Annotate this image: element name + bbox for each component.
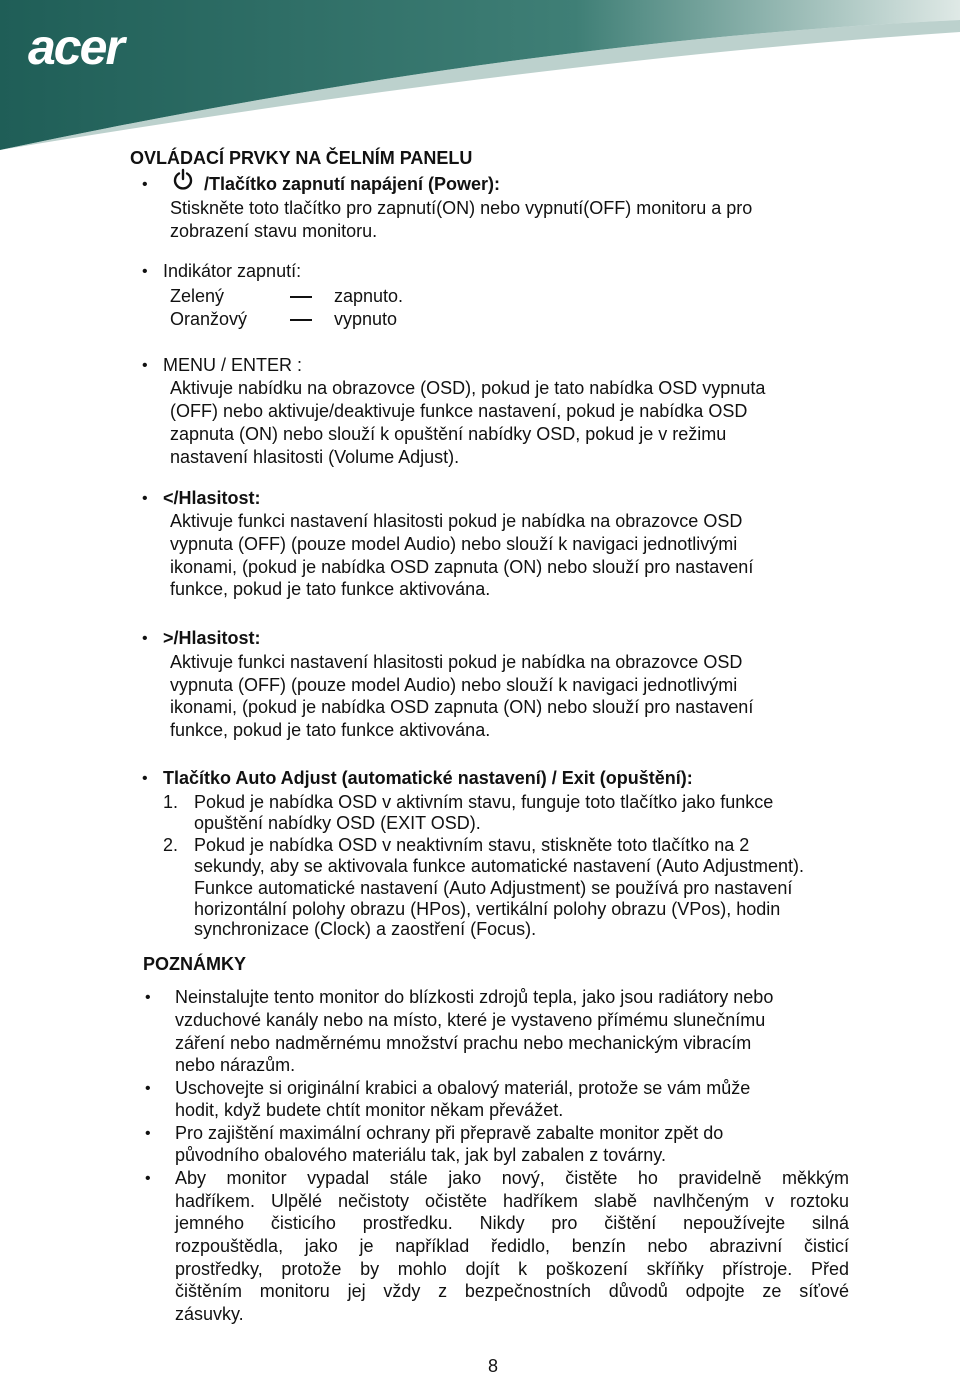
vol-up-line: ikonami, (pokud je nabídka OSD zapnuta (ON) nebo slouží pro nastavení <box>170 697 754 717</box>
menu-heading: MENU / ENTER : <box>163 355 303 375</box>
auto-item-line: Pokud je nabídka OSD v aktivním stavu, funguje toto tlačítko jako funkce <box>194 792 774 812</box>
note-line: Uschovejte si originální krabici a obalový materiál, protože se vám může <box>175 1078 751 1098</box>
note-line: čištěním monitoru jej vždy z bezpečnostních důvodů odpojte ze síťové <box>175 1281 849 1301</box>
note-line: prostředky, protože by mohlo dojít k poškození skříňky přístroje. Před <box>175 1259 849 1279</box>
vol-up-heading: >/Hlasitost: <box>163 628 261 648</box>
note-line: vzduchové kanály nebo na místo, které je vystaveno přímému slunečnímu <box>175 1010 766 1030</box>
indicator-heading: Indikátor zapnutí: <box>163 261 302 281</box>
section-title: OVLÁDACÍ PRVKY NA ČELNÍM PANELU <box>130 148 473 168</box>
dash <box>290 296 312 298</box>
vol-down-line: Aktivuje funkci nastavení hlasitosti pokud je nabídka na obrazovce OSD <box>170 511 743 531</box>
menu-line: nastavení hlasitosti (Volume Adjust). <box>170 447 460 467</box>
note-line: hodit, když budete chtít monitor někam převážet. <box>175 1100 564 1120</box>
bullet: • <box>142 263 148 280</box>
note-line: rozpouštědla, jako je například ředidlo, benzín nebo abrazivní čisticí <box>175 1236 849 1256</box>
vol-down-line: ikonami, (pokud je nabídka OSD zapnuta (ON) nebo slouží pro nastavení <box>170 557 754 577</box>
bullet: • <box>142 490 148 507</box>
note-line: Neinstalujte tento monitor do blízkosti zdrojů tepla, jako jsou radiátory nebo <box>175 987 774 1007</box>
acer-logo: acer <box>28 19 123 75</box>
auto-item-line: opuštění nabídky OSD (EXIT OSD). <box>194 813 481 833</box>
bullet: • <box>142 176 148 193</box>
dash <box>290 319 312 321</box>
auto-item-num: 1. <box>163 792 179 812</box>
bullet: • <box>145 1170 151 1187</box>
menu-line: (OFF) nebo aktivuje/deaktivuje funkce nastavení, pokud je nabídka OSD <box>170 401 748 421</box>
bullet: • <box>145 989 151 1006</box>
auto-item-num: 2. <box>163 835 179 855</box>
bullet: • <box>142 357 148 374</box>
note-line: zásuvky. <box>175 1304 244 1324</box>
indicator-color: Zelený <box>170 286 225 306</box>
bullet: • <box>142 770 148 787</box>
indicator-state: vypnuto <box>334 309 398 329</box>
power-icon <box>172 168 194 195</box>
indicator-color: Oranžový <box>170 309 248 329</box>
vol-down-heading: </Hlasitost: <box>163 488 261 508</box>
auto-item-line: synchronizace (Clock) a zaostření (Focus). <box>194 919 537 939</box>
note-line: záření nebo nadměrnému množství prachu nebo mechanickým vibracím <box>175 1033 752 1053</box>
power-line: zobrazení stavu monitoru. <box>170 221 378 241</box>
vol-up-line: funkce, pokud je tato funkce aktivována. <box>170 720 491 740</box>
note-line: jemného čisticího prostředku. Nikdy pro čištění nepoužívejte silná <box>175 1213 849 1233</box>
vol-down-line: vypnuta (OFF) (pouze model Audio) nebo slouží k navigaci jednotlivými <box>170 534 738 554</box>
auto-item-line: Pokud je nabídka OSD v neaktivním stavu, stiskněte toto tlačítko na 2 <box>194 835 750 855</box>
indicator-state: zapnuto. <box>334 286 404 306</box>
menu-line: Aktivuje nabídku na obrazovce (OSD), pokud je tato nabídka OSD vypnuta <box>170 378 766 398</box>
notes-heading: POZNÁMKY <box>143 954 246 974</box>
vol-down-line: funkce, pokud je tato funkce aktivována. <box>170 579 491 599</box>
page-number: 8 <box>488 1356 499 1376</box>
bullet: • <box>145 1080 151 1097</box>
note-line: hadříkem. Ulpělé nečistoty očistěte hadříkem slabě navlhčeným v roztoku <box>175 1191 849 1211</box>
bullet: • <box>145 1125 151 1142</box>
vol-up-line: vypnuta (OFF) (pouze model Audio) nebo slouží k navigaci jednotlivými <box>170 675 738 695</box>
auto-heading: Tlačítko Auto Adjust (automatické nastavení) / Exit (opuštění): <box>163 768 693 788</box>
vol-up-line: Aktivuje funkci nastavení hlasitosti pokud je nabídka na obrazovce OSD <box>170 652 743 672</box>
note-line: Pro zajištění maximální ochrany při přepravě zabalte monitor zpět do <box>175 1123 724 1143</box>
note-line: původního obalového materiálu tak, jak byl zabalen z továrny. <box>175 1145 666 1165</box>
power-heading: /Tlačítko zapnutí napájení (Power): <box>204 174 501 194</box>
auto-item-line: Funkce automatické nastavení (Auto Adjustment) se používá pro nastavení <box>194 878 793 898</box>
menu-line: zapnuta (ON) nebo slouží k opuštění nabídky OSD, pokud je v režimu <box>170 424 727 444</box>
auto-item-line: sekundy, aby se aktivovala funkce automatické nastavení (Auto Adjustment). <box>194 856 804 876</box>
bullet: • <box>142 630 148 647</box>
power-line: Stiskněte toto tlačítko pro zapnutí(ON) nebo vypnutí(OFF) monitoru a pro <box>170 198 753 218</box>
note-line: Aby monitor vypadal stále jako nový, čistěte ho pravidelně měkkým <box>175 1168 849 1188</box>
auto-item-line: horizontální polohy obrazu (HPos), vertikální polohy obrazu (VPos), hodin <box>194 899 781 919</box>
note-line: nebo nárazům. <box>175 1055 296 1075</box>
